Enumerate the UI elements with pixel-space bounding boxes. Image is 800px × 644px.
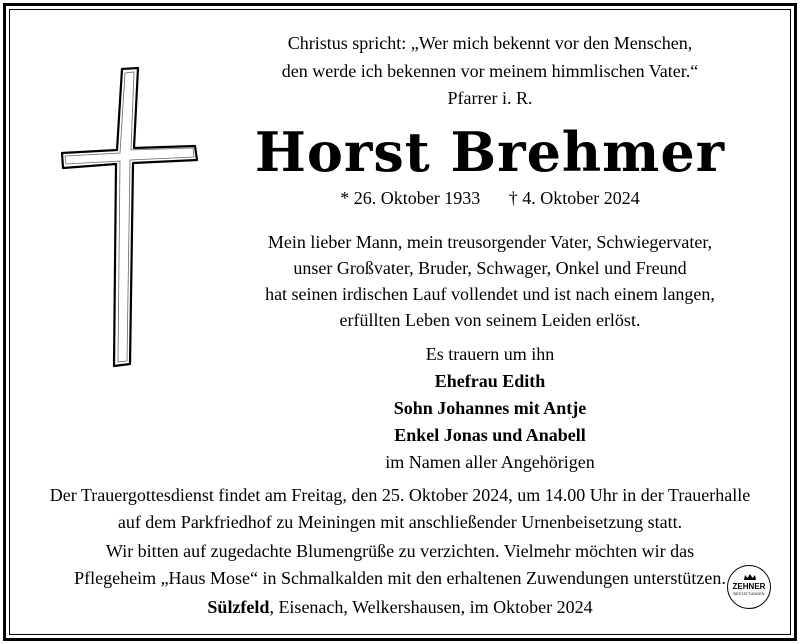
logo-name: ZEHNER bbox=[732, 582, 766, 591]
mourner-wife: Ehefrau Edith bbox=[434, 371, 546, 391]
bible-quote bbox=[240, 29, 740, 85]
birth-date: * 26. Oktober 1933 bbox=[340, 188, 481, 208]
life-dates bbox=[240, 188, 740, 209]
quote-line-1: Christus spricht: „Wer mich bekennt vor den Menschen, bbox=[287, 33, 693, 53]
death-date: † 4. Oktober 2024 bbox=[508, 188, 640, 208]
obituary-line: unser Großvater, Bruder, Schwager, Onkel und Freund bbox=[293, 258, 687, 278]
mourner-grandchildren: Enkel Jonas und Anabell bbox=[394, 425, 586, 445]
mourners-list bbox=[240, 341, 740, 476]
obituary-line: hat seinen irdischen Lauf vollendet und ist nach einem langen, bbox=[265, 284, 715, 304]
place-date-line bbox=[20, 594, 780, 621]
crown-icon bbox=[743, 573, 757, 581]
request-line: Wir bitten auf zugedachte Blumengrüße zu verzichten. Vielmehr möchten wir das bbox=[105, 541, 695, 561]
mourners-intro: Es trauern um ihn bbox=[425, 344, 555, 364]
place-rest: , Eisenach, Welkershausen, im Oktober 2024 bbox=[269, 597, 593, 617]
mourners-closing: im Namen aller Angehörigen bbox=[385, 452, 595, 472]
deceased-name: Horst Brehmer bbox=[254, 120, 726, 184]
title: Pfarrer i. R. bbox=[447, 88, 533, 108]
request-line: Pflegeheim „Haus Mose“ in Schmalkalden mit den erhaltenen Zuwendungen unterstützen. bbox=[74, 567, 726, 588]
cross-icon bbox=[60, 64, 200, 374]
quote-line-2: den werde ich bekennen vor meinem himmlischen Vater.“ bbox=[281, 61, 699, 81]
place-bold: Sülzfeld bbox=[207, 597, 270, 617]
obituary-text bbox=[240, 229, 740, 333]
service-line: Der Trauergottesdienst findet am Freitag, den 25. Oktober 2024, um 14.00 Uhr in der Trauerhalle bbox=[49, 485, 751, 505]
logo-subtitle: BESTATTUNGEN bbox=[733, 592, 765, 596]
service-info bbox=[20, 482, 780, 621]
mourner-son: Sohn Johannes mit Antje bbox=[393, 398, 587, 418]
obituary-line: erfüllten Leben von seinem Leiden erlöst. bbox=[339, 310, 641, 330]
funeral-home-logo bbox=[727, 565, 771, 609]
obituary-line: Mein lieber Mann, mein treusorgender Vater, Schwiegervater, bbox=[267, 232, 713, 252]
service-line: auf dem Parkfriedhof zu Meiningen mit anschließender Urnenbeisetzung statt. bbox=[117, 511, 683, 532]
